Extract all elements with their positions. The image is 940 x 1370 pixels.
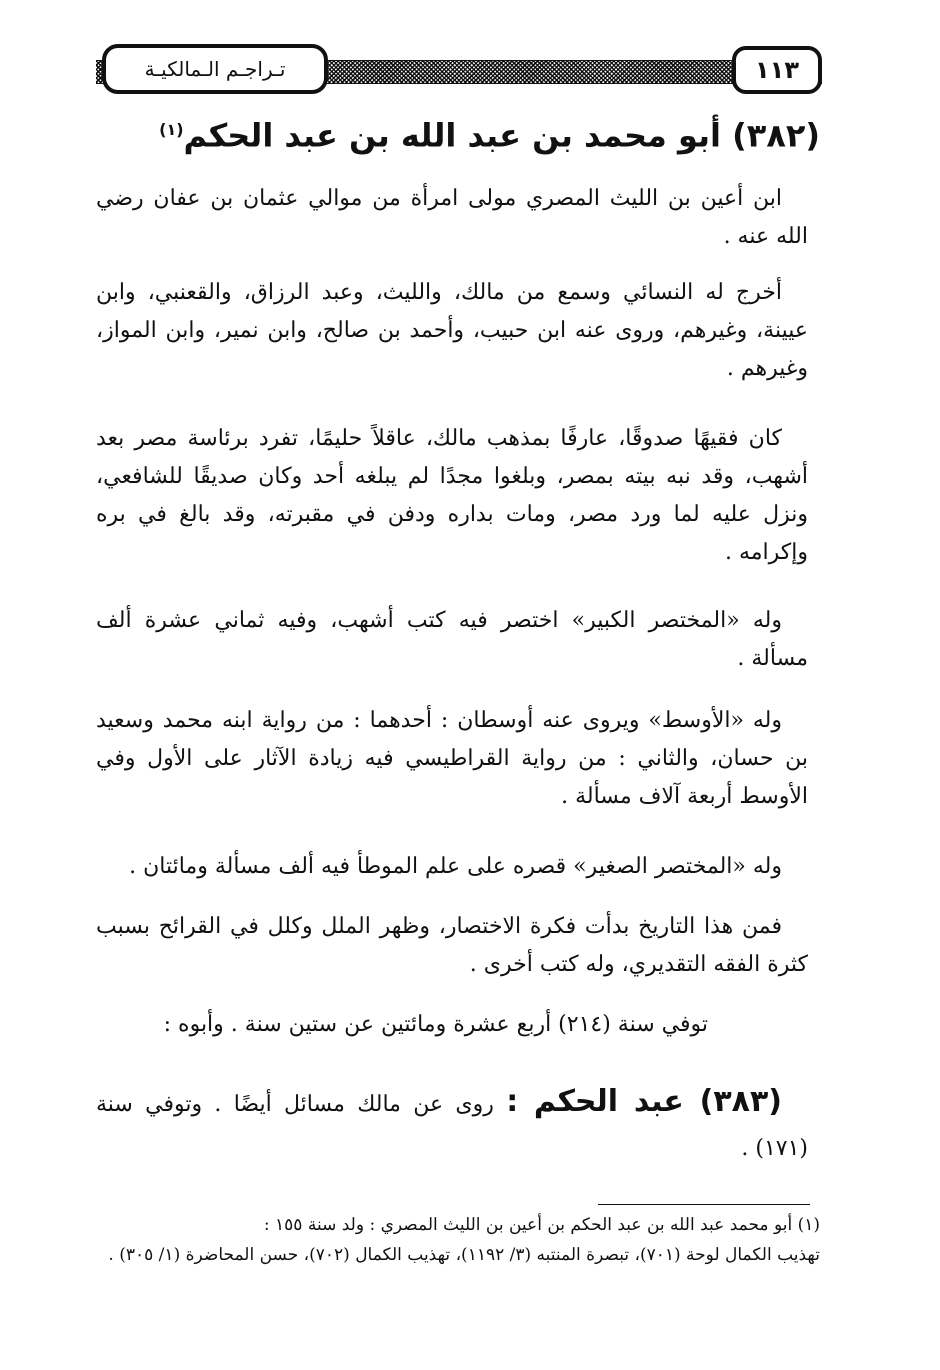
paragraph-6-block [96, 848, 808, 886]
entry-383-text: روى عن مالك مسائل أيضًا . وتوفي سنة (١٧١) . [96, 1092, 808, 1161]
footnote [96, 1210, 820, 1270]
paragraph-5-block [96, 702, 808, 816]
paragraph-7-block [96, 908, 808, 984]
paragraph-1: ابن أعين بن الليث المصري مولى امرأة من موالي عثمان بن عفان رضي الله عنه . [96, 186, 808, 249]
running-title: تـراجـم الـمالكيـة [102, 44, 328, 94]
footnote-reference: (١) [159, 120, 184, 139]
paragraph-8: توفي سنة (٢١٤) أربع عشرة ومائتين عن ستين سنة . وأبوه : [163, 1012, 708, 1037]
paragraph-3-block [96, 420, 808, 572]
paragraph-8-block [96, 1006, 808, 1044]
entry-title-382 [96, 104, 820, 162]
entry-383-paragraph [96, 1080, 808, 1171]
paragraph-3: كان فقيهًا صدوقًا، عارفًا بمذهب مالك، عاقلاً حليمًا، تفرد برئاسة مصر بعد أشهب، وقد نبه بيته بمصر، وبلغوا مجدًا لم يبلغه أحد وكان صديقًا للشافعي، ونزل عليه لما ورد مصر، ومات بداره ودفن في مقبرته، وقد بالغ في بره وإكرامه . [96, 426, 808, 565]
footnote-line-1: (١) أبو محمد عبد الله بن عبد الحكم بن أعين بن الليث المصري : ولد سنة ١٥٥ : [263, 1215, 820, 1235]
footnote-separator [598, 1204, 810, 1205]
paragraph-7: فمن هذا التاريخ بدأت فكرة الاختصار، وظهر الملل وكلل في القرائح بسبب كثرة الفقه التقديري، وله كتب أخرى . [96, 914, 808, 977]
entry-383-heading: (٣٨٣) عبد الحكم : [506, 1084, 783, 1119]
entry-title-text: (٣٨٢) أبو محمد بن عبد الله بن عبد الحكم [183, 116, 820, 155]
paragraph-2: أخرج له النسائي وسمع من مالك، والليث، وعبد الرزاق، والقعنبي، وابن عيينة، وغيرهم، وروى عنه ابن حبيب، وأحمد بن صالح، وابن نمير، وابن المواز، وغيرهم . [96, 280, 808, 381]
paragraph-2-block [96, 274, 808, 388]
paragraph-4: وله «المختصر الكبير» اختصر فيه كتب أشهب، وفيه ثماني عشرة ألف مسألة . [96, 608, 808, 671]
page-header [96, 44, 822, 100]
page-number: ١١٣ [732, 46, 822, 94]
entry-383-block [96, 1080, 808, 1171]
paragraph-5: وله «الأوسط» ويروى عنه أوسطان : أحدهما : من رواية ابنه محمد وسعيد بن حسان، والثاني : من رواية القراطيسي فيه زيادة الآثار على الأول وفي الأوسط أربعة آلاف مسألة . [96, 708, 808, 809]
paragraph-1-block [96, 180, 808, 256]
paragraph-4-block [96, 602, 808, 678]
paragraph-6: وله «المختصر الصغير» قصره على علم الموطأ فيه ألف مسألة ومائتان . [129, 854, 782, 879]
footnote-line-2: تهذيب الكمال لوحة (٧٠١)، تبصرة المنتبه (٣/ ١١٩٢)، تهذيب الكمال (٧٠٢)، حسن المحاضرة (١/ ٣٠٥) . [108, 1245, 820, 1265]
